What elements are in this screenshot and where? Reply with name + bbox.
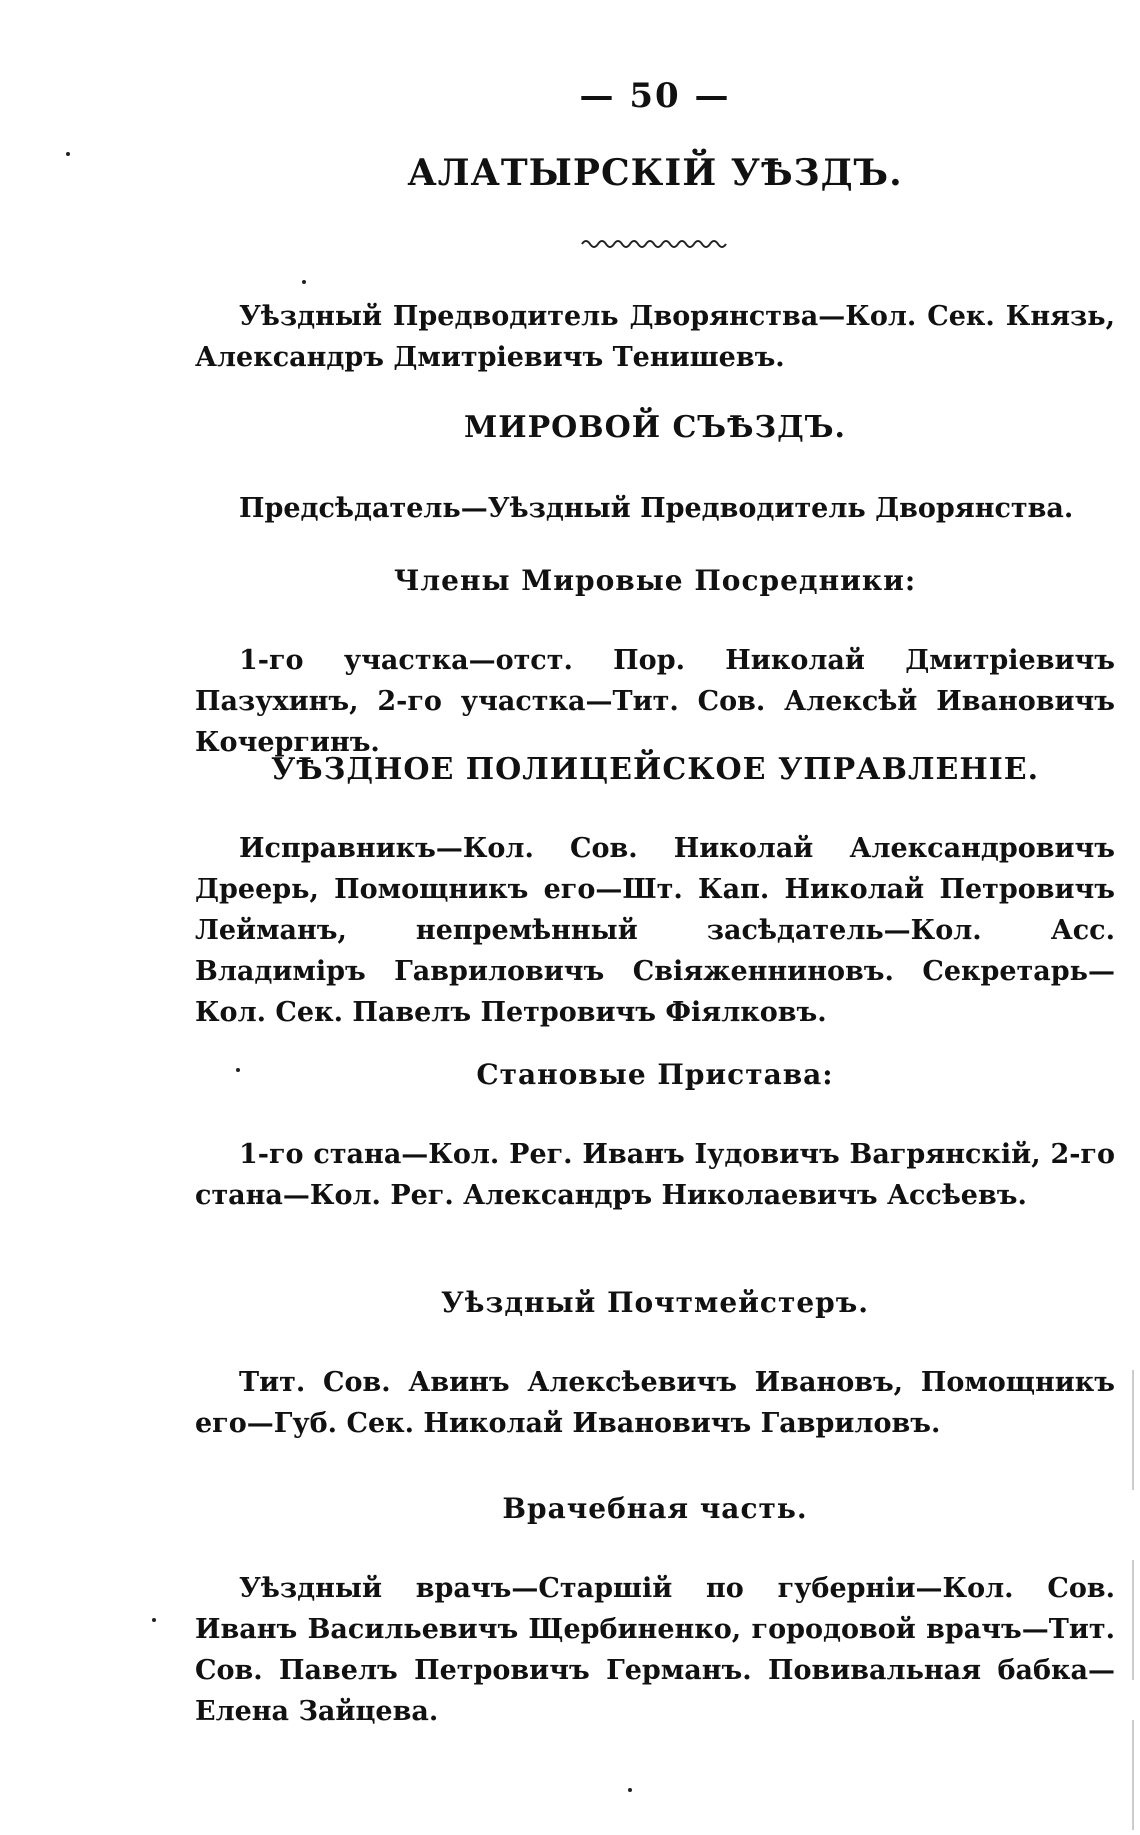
section-heading-peace-congress: МИРОВОЙ СЪѢЗДЪ. [464, 410, 846, 445]
page-number: — 50 — [579, 76, 731, 116]
section-heading-police: УѢЗДНОЕ ПОЛИЦЕЙСКОЕ УПРАВЛЕНІЕ. [270, 752, 1040, 787]
scan-speck [236, 1068, 240, 1072]
scan-edge-line [1132, 1560, 1134, 1680]
scan-edge-line [1132, 1720, 1134, 1830]
section-police-text: Исправникъ—Кол. Сов. Николай Александровичъ Дреерь, Помощникъ его—Шт. Кап. Николай Петровичъ Лейманъ, непремѣнный засѣдатель—Кол. Асс. Владиміръ Гавриловичъ Свіяженниновъ. Секретарь—Кол. Сек. Павелъ Петровичъ Фіялковъ. [195, 833, 1115, 1028]
page-title: АЛАТЫРСКІЙ УѢЗДЪ. [407, 152, 903, 194]
section-postmaster-text: Тит. Сов. Авинъ Алексѣевичъ Ивановъ, Помощникъ его—Губ. Сек. Николай Ивановичъ Гавриловъ. [195, 1367, 1115, 1439]
section-peace-congress-text: Предсѣдатель—Уѣздный Предводитель Дворянства. [239, 493, 1074, 524]
section-heading-medical: Врачебная часть. [502, 1492, 808, 1525]
section-heading-postmaster: Уѣздный Почтмейстеръ. [441, 1286, 869, 1319]
wavy-rule-ornament [580, 236, 730, 252]
section-marshal-text: Уѣздный Предводитель Дворянства—Кол. Сек. Князь, Александръ Дмитріевичъ Тенишевъ. [195, 301, 1115, 373]
section-bailiffs-text: 1-го стана—Кол. Рег. Иванъ Іудовичъ Вагрянскій, 2-го стана—Кол. Рег. Александръ Николаевичъ Ассѣевъ. [195, 1139, 1115, 1211]
section-medical-text: Уѣздный врачъ—Старшій по губерніи—Кол. Сов. Иванъ Васильевичъ Щербиненко, городовой врачъ—Тит. Сов. Павелъ Петровичъ Германъ. Повивальная бабка—Елена Зайцева. [195, 1573, 1115, 1727]
section-heading-mediators: Члены Мировые Посредники: [393, 564, 917, 597]
section-heading-bailiffs: Становые Пристава: [476, 1058, 834, 1091]
scan-edge-line [1132, 1370, 1134, 1490]
section-mediators-text: 1-го участка—отст. Пор. Николай Дмитріевичъ Пазухинъ, 2-го участка—Тит. Сов. Алексѣй Ивановичъ Кочергинъ. [195, 645, 1115, 758]
scan-speck [302, 280, 306, 284]
scan-speck [152, 1618, 156, 1622]
scan-speck [628, 1788, 632, 1792]
scan-speck [66, 152, 70, 156]
